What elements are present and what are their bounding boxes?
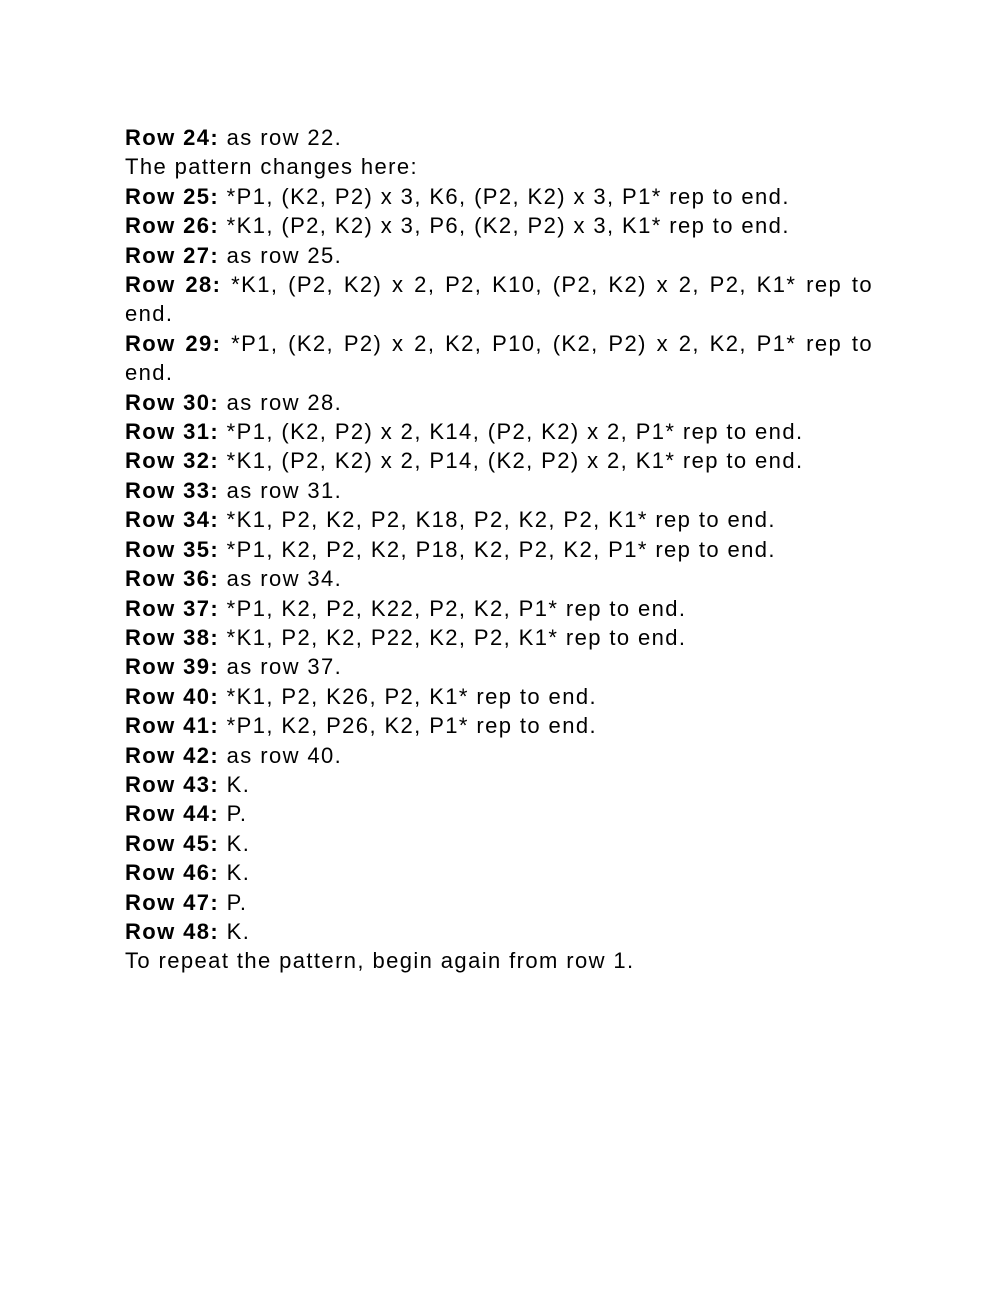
pattern-line bbox=[125, 505, 873, 534]
pattern-line bbox=[125, 917, 873, 946]
row-label: Row 34: bbox=[125, 507, 220, 533]
pattern-line bbox=[125, 623, 873, 652]
pattern-line bbox=[125, 535, 873, 564]
pattern-line bbox=[125, 329, 873, 388]
row-text: K. bbox=[219, 830, 251, 856]
row-text: To repeat the pattern, begin again from row 1. bbox=[125, 948, 635, 974]
row-text: *P1, K2, P2, K2, P18, K2, P2, K2, P1* rep to end. bbox=[219, 536, 776, 562]
row-label: Row 38: bbox=[125, 624, 220, 650]
row-label: Row 33: bbox=[125, 477, 220, 503]
row-text: as row 34. bbox=[219, 566, 343, 592]
row-label: Row 31: bbox=[125, 419, 220, 445]
row-text: as row 22. bbox=[219, 125, 343, 150]
row-text: *P1, K2, P26, K2, P1* rep to end. bbox=[219, 713, 597, 739]
pattern-line bbox=[125, 152, 873, 181]
pattern-line bbox=[125, 858, 873, 887]
row-text: *P1, (K2, P2) x 2, K14, (P2, K2) x 2, P1* rep to end. bbox=[219, 419, 804, 445]
row-text: as row 25. bbox=[219, 242, 343, 268]
pattern-line bbox=[125, 123, 873, 152]
pattern-line bbox=[125, 682, 873, 711]
row-text: K. bbox=[219, 918, 251, 944]
row-label: Row 28: bbox=[125, 272, 222, 298]
row-text: *K1, P2, K26, P2, K1* rep to end. bbox=[219, 683, 597, 709]
row-text: K. bbox=[219, 860, 251, 886]
row-text: P. bbox=[219, 889, 248, 915]
row-label: Row 35: bbox=[125, 536, 220, 562]
pattern-line bbox=[125, 799, 873, 828]
pattern-line bbox=[125, 594, 873, 623]
row-text: *K1, (P2, K2) x 2, P14, (K2, P2) x 2, K1* rep to end. bbox=[219, 448, 804, 474]
pattern-line bbox=[125, 770, 873, 799]
row-label: Row 39: bbox=[125, 654, 220, 680]
pattern-line bbox=[125, 270, 873, 329]
row-text: The pattern changes here: bbox=[125, 154, 419, 180]
row-text: as row 31. bbox=[219, 477, 343, 503]
pattern-line bbox=[125, 446, 873, 475]
row-label: Row 32: bbox=[125, 448, 220, 474]
pattern-line bbox=[125, 652, 873, 681]
row-text: *K1, P2, K2, P2, K18, P2, K2, P2, K1* rep to end. bbox=[219, 507, 776, 533]
pattern-line bbox=[125, 711, 873, 740]
row-text: *P1, (K2, P2) x 3, K6, (P2, K2) x 3, P1* rep to end. bbox=[219, 183, 790, 209]
pattern-line bbox=[125, 564, 873, 593]
row-label: Row 48: bbox=[125, 918, 220, 944]
row-label: Row 26: bbox=[125, 213, 220, 239]
row-text: P. bbox=[219, 801, 248, 827]
row-text: K. bbox=[219, 771, 251, 797]
row-text: *K1, (P2, K2) x 2, P2, K10, (P2, K2) x 2, P2, K1* rep to end. bbox=[125, 272, 873, 327]
pattern-line bbox=[125, 888, 873, 917]
pattern-line bbox=[125, 476, 873, 505]
pattern-line bbox=[125, 829, 873, 858]
row-label: Row 25: bbox=[125, 183, 220, 209]
pattern-line bbox=[125, 417, 873, 446]
row-label: Row 30: bbox=[125, 389, 220, 415]
row-label: Row 41: bbox=[125, 713, 220, 739]
row-text: *K1, P2, K2, P22, K2, P2, K1* rep to end. bbox=[219, 624, 687, 650]
row-text: as row 28. bbox=[219, 389, 343, 415]
row-label: Row 43: bbox=[125, 771, 220, 797]
pattern-line bbox=[125, 182, 873, 211]
row-text: as row 37. bbox=[219, 654, 343, 680]
row-label: Row 44: bbox=[125, 801, 220, 827]
row-text: as row 40. bbox=[219, 742, 343, 768]
row-label: Row 29: bbox=[125, 330, 222, 356]
row-label: Row 47: bbox=[125, 889, 220, 915]
pattern-line bbox=[125, 211, 873, 240]
row-label: Row 46: bbox=[125, 860, 220, 886]
pattern-line bbox=[125, 946, 873, 975]
knitting-pattern-instructions bbox=[125, 123, 873, 976]
row-text: *P1, K2, P2, K22, P2, K2, P1* rep to end. bbox=[219, 595, 687, 621]
pattern-line bbox=[125, 388, 873, 417]
row-label: Row 45: bbox=[125, 830, 220, 856]
row-label: Row 27: bbox=[125, 242, 220, 268]
row-label: Row 40: bbox=[125, 683, 220, 709]
row-label: Row 24: bbox=[125, 125, 220, 150]
row-text: *P1, (K2, P2) x 2, K2, P10, (K2, P2) x 2, K2, P1* rep to end. bbox=[125, 330, 873, 386]
row-label: Row 37: bbox=[125, 595, 220, 621]
row-text: *K1, (P2, K2) x 3, P6, (K2, P2) x 3, K1* rep to end. bbox=[219, 213, 790, 239]
row-label: Row 42: bbox=[125, 742, 220, 768]
row-label: Row 36: bbox=[125, 566, 220, 592]
pattern-line bbox=[125, 741, 873, 770]
pattern-line bbox=[125, 241, 873, 270]
